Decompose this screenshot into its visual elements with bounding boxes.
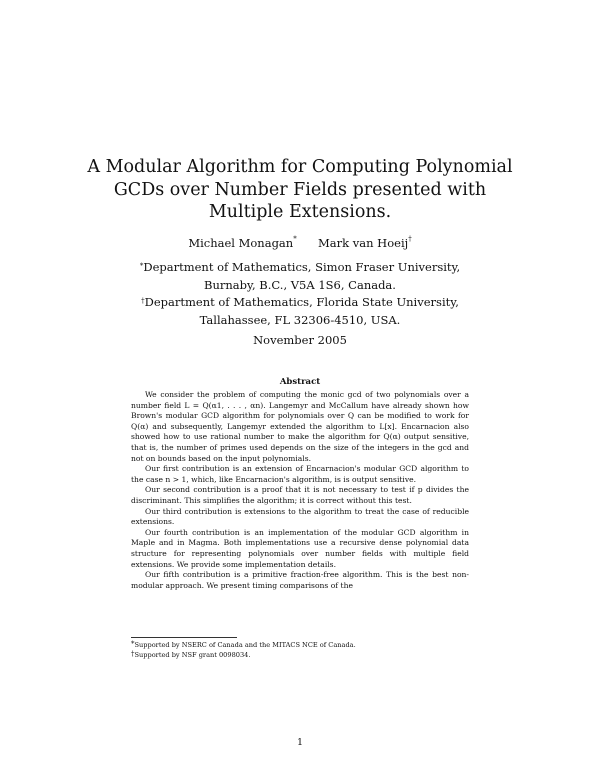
author-list: [60, 236, 540, 250]
footnote: [131, 651, 469, 661]
title-line: A Modular Algorithm for Computing Polynomial: [87, 157, 513, 177]
abstract-paragraph: Our fourth contribution is an implementation of the modular GCD algorithm in Maple and in Magma. Both implementations use a recursive dense polynomial data structure for representing polynomials over number fields with multiple field extensions. We provide some implementation details.: [131, 527, 469, 569]
abstract-paragraph: Our third contribution is extensions to the algorithm to treat the case of reducible extensions.: [131, 506, 469, 527]
abstract-paragraph: Our fifth contribution is a primitive fraction-free algorithm. This is the best non-modular approach. We present timing comparisons of the: [131, 570, 469, 590]
abstract-paragraph: Our first contribution is an extension of Encarnacion's modular GCD algorithm to the case n > 1, which, like Encarnacion's algorithm, is is output sensitive.: [131, 464, 469, 484]
affiliation-mark: †: [141, 297, 145, 305]
footnote-mark: *: [131, 640, 135, 648]
publication-date: November 2005: [253, 333, 347, 347]
abstract-paragraph: Our second contribution is a proof that it is not necessary to test if p divides the discriminant. This simplifies the algorithm; it is correct without this test.: [131, 485, 469, 505]
author-name: Mark van Hoeij: [318, 236, 409, 250]
footnote-rule: [131, 637, 237, 638]
title-line: Multiple Extensions.: [208, 202, 392, 222]
author-name: Michael Monagan: [188, 236, 294, 250]
affiliation-line: Department of Mathematics, Florida State University,: [144, 295, 459, 309]
affiliation: [60, 293, 540, 329]
page-number: 1: [296, 737, 304, 748]
footnote-mark: †: [131, 649, 135, 658]
title-line: GCDs over Number Fields presented with: [113, 179, 487, 200]
affiliation-line: Burnaby, B.C., V5A 1S6, Canada.: [204, 278, 396, 292]
affiliation: [60, 258, 540, 294]
affiliation-mark: *: [139, 262, 144, 270]
affiliation-line: Tallahassee, FL 32306-4510, USA.: [199, 313, 401, 327]
author-mark: *: [293, 235, 297, 243]
abstract-paragraph: We consider the problem of computing the monic gcd of two polynomials over a number field L = Q(α1, . . . , αn). Langemyr and McCallum have already shown how Brown's modular GCD algorithm for polynomials over Q can be modified to work for Q(α) and subsequently, Langemyr extended the algorithm to L[x]. Encarnacion also showed how to use rational number to make the algorithm for Q(α) output sensitive, that is, the number of primes used depends on the size of the integers in the gcd and not on bounds based on the input polynomials.: [131, 390, 469, 463]
footnote-text: Supported by NSERC of Canada and the MITACS NCE of Canada.: [134, 641, 356, 649]
footnote-text: Supported by NSF grant 0098034.: [134, 650, 251, 659]
affiliation-line: Department of Mathematics, Simon Fraser University,: [143, 260, 461, 274]
abstract-heading: Abstract: [279, 377, 321, 387]
footnote: [131, 641, 469, 651]
author-mark: †: [408, 235, 412, 243]
paper-title: [60, 156, 540, 224]
footnotes: [131, 641, 469, 660]
abstract-body: [131, 390, 469, 591]
